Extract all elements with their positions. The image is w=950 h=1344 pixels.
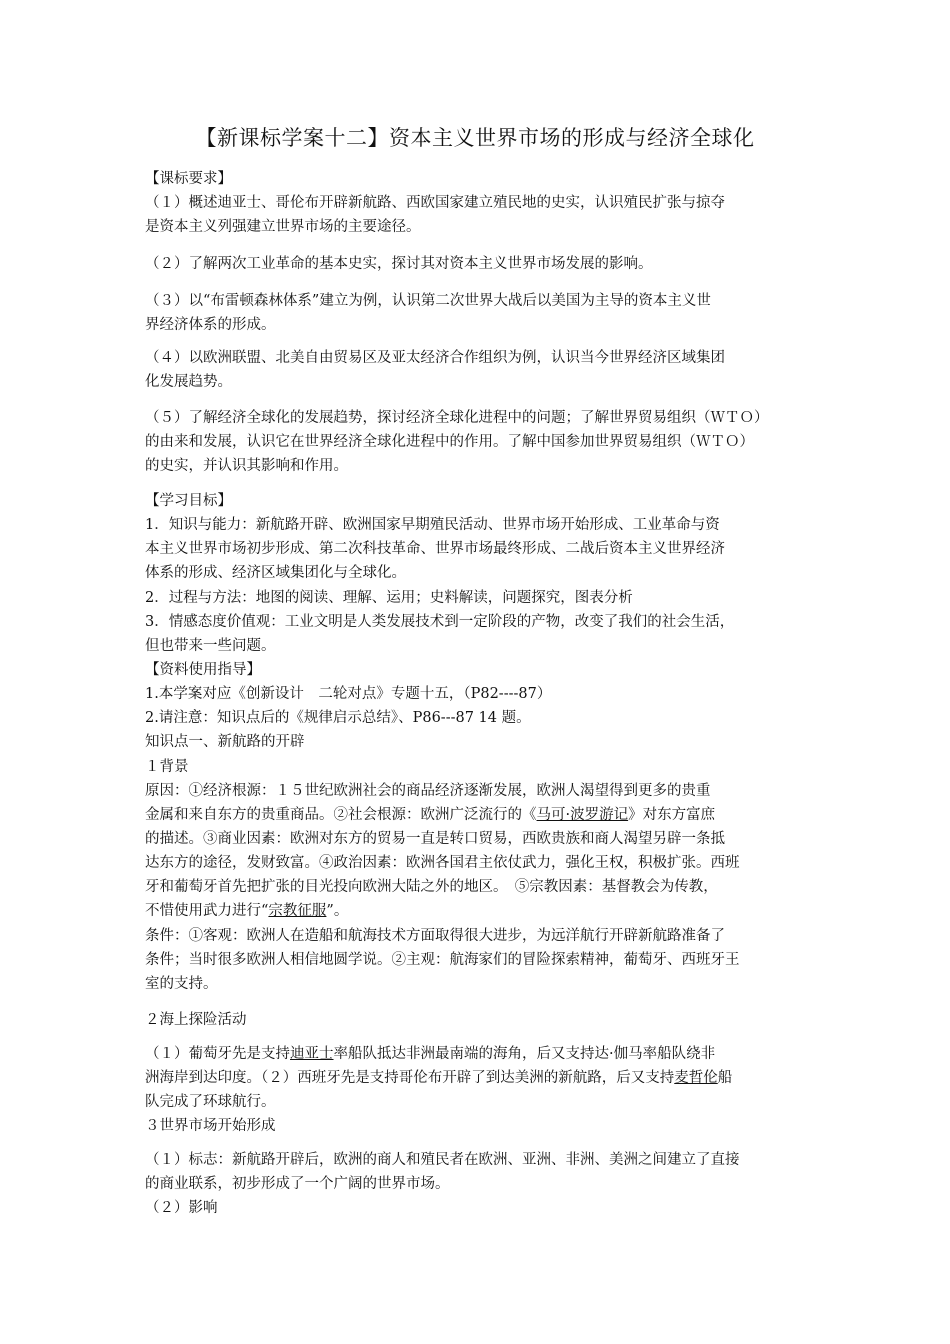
text-line: 2.请注意：知识点后的《规律启示总结》、P86---87 14 题。: [145, 710, 531, 726]
document-title: 【新课标学案十二】资本主义世界市场的形成与经济全球化: [195, 126, 755, 150]
text-line: 是资本主义列强建立世界市场的主要途径。: [145, 219, 421, 235]
text-line: 1.本学案对应《创新设计 二轮对点》专题十五，（P82----87）: [145, 686, 552, 702]
text-line: （１）标志：新航路开辟后，欧洲的商人和殖民者在欧洲、亚洲、非洲、美洲之间建立了直接: [145, 1152, 740, 1168]
text-line: [145, 1066, 815, 1090]
text-line: [145, 803, 815, 827]
text-line: （２）影响: [145, 1200, 218, 1216]
text-segment: 不惜使用武力进行“: [145, 903, 269, 919]
text-line: 体系的形成、经济区域集团化与全球化。: [145, 565, 406, 581]
fill-blank: 麦哲伦: [674, 1070, 718, 1086]
section-heading: 【资料使用指导】: [145, 662, 261, 678]
text-segment: 》对东方富庶: [628, 807, 716, 823]
text-line: [145, 899, 815, 923]
text-segment: 洲海岸到达印度。（２）西班牙先是支持哥伦布开辟了到达美洲的新航路，后又支持: [145, 1070, 675, 1086]
text-line: [145, 1042, 815, 1066]
text-line: 牙和葡萄牙首先把扩张的目光投向欧洲大陆之外的地区。 ⑤宗教因素：基督教会为传教，: [145, 879, 718, 895]
text-line: 的描述。③商业因素：欧洲对东方的贸易一直是转口贸易，西欧贵族和商人渴望另辟一条抵: [145, 831, 725, 847]
section-heading: 【课标要求】: [145, 171, 232, 187]
section-heading: 【学习目标】: [145, 493, 232, 509]
text-line: 3．情感态度价值观：工业文明是人类发展技术到一定阶段的产物，改变了我们的社会生活，: [145, 614, 735, 630]
text-line: （１）概述迪亚士、哥伦布开辟新航路、西欧国家建立殖民地的史实，认识殖民扩张与掠夺: [145, 195, 725, 211]
text-line: 本主义世界市场初步形成、第二次科技革命、世界市场最终形成、二战后资本主义世界经济: [145, 541, 725, 557]
text-segment: 率船队抵达非洲最南端的海角，后又支持达·伽马率船队绕非: [333, 1046, 716, 1062]
text-line: 界经济体系的形成。: [145, 317, 276, 333]
text-line: ２海上探险活动: [145, 1012, 247, 1028]
text-line: 知识点一、新航路的开辟: [145, 734, 305, 750]
text-segment: 金属和来自东方的贵重商品。②社会根源：欧洲广泛流行的《: [145, 807, 537, 823]
text-line: 但也带来一些问题。: [145, 638, 276, 654]
text-segment: （１）葡萄牙先是支持: [145, 1046, 290, 1062]
fill-blank: 迪亚士: [290, 1046, 334, 1062]
text-line: （５）了解经济全球化的发展趋势，探讨经济全球化进程中的问题；了解世界贸易组织（ＷＴＯ）: [145, 410, 769, 426]
text-line: 的商业联系，初步形成了一个广阔的世界市场。: [145, 1176, 450, 1192]
text-line: ３世界市场开始形成: [145, 1118, 276, 1134]
text-line: （４）以欧洲联盟、北美自由贸易区及亚太经济合作组织为例，认识当今世界经济区域集团: [145, 350, 725, 366]
text-line: 1．知识与能力：新航路开辟、欧洲国家早期殖民活动、世界市场开始形成、工业革命与资: [145, 517, 720, 533]
text-line: 室的支持。: [145, 976, 218, 992]
text-line: 的由来和发展，认识它在世界经济全球化进程中的作用。了解中国参加世界贸易组织（ＷＴＯ）: [145, 434, 754, 450]
text-line: 原因：①经济根源：１５世纪欧洲社会的商品经济逐渐发展，欧洲人渴望得到更多的贵重: [145, 783, 711, 799]
fill-blank: 宗教征服: [268, 903, 327, 919]
text-line: （３）以“布雷顿森林体系”建立为例，认识第二次世界大战后以美国为主导的资本主义世: [145, 293, 711, 309]
text-line: 条件：①客观：欧洲人在造船和航海技术方面取得很大进步，为远洋航行开辟新航路准备了: [145, 928, 725, 944]
text-segment: 船: [717, 1070, 762, 1086]
text-line: 达东方的途径，发财致富。④政治因素：欧洲各国君主依仗武力，强化王权，积极扩张。西班: [145, 855, 740, 871]
text-line: （２）了解两次工业革命的基本史实，探讨其对资本主义世界市场发展的影响。: [145, 256, 653, 272]
text-line: 条件；当时很多欧洲人相信地圆学说。②主观：航海家们的冒险探索精神，葡萄牙、西班牙王: [145, 952, 740, 968]
fill-blank: 马可·波罗游记: [536, 807, 629, 823]
text-line: 队完成了环球航行。: [145, 1094, 276, 1110]
text-line: 化发展趋势。: [145, 374, 232, 390]
text-line: 2．过程与方法：地图的阅读、理解、运用；史料解读，问题探究，图表分析: [145, 590, 633, 606]
text-line: 的史实，并认识其影响和作用。: [145, 458, 348, 474]
text-segment: ”。: [326, 903, 349, 919]
text-line: １背景: [145, 759, 189, 775]
